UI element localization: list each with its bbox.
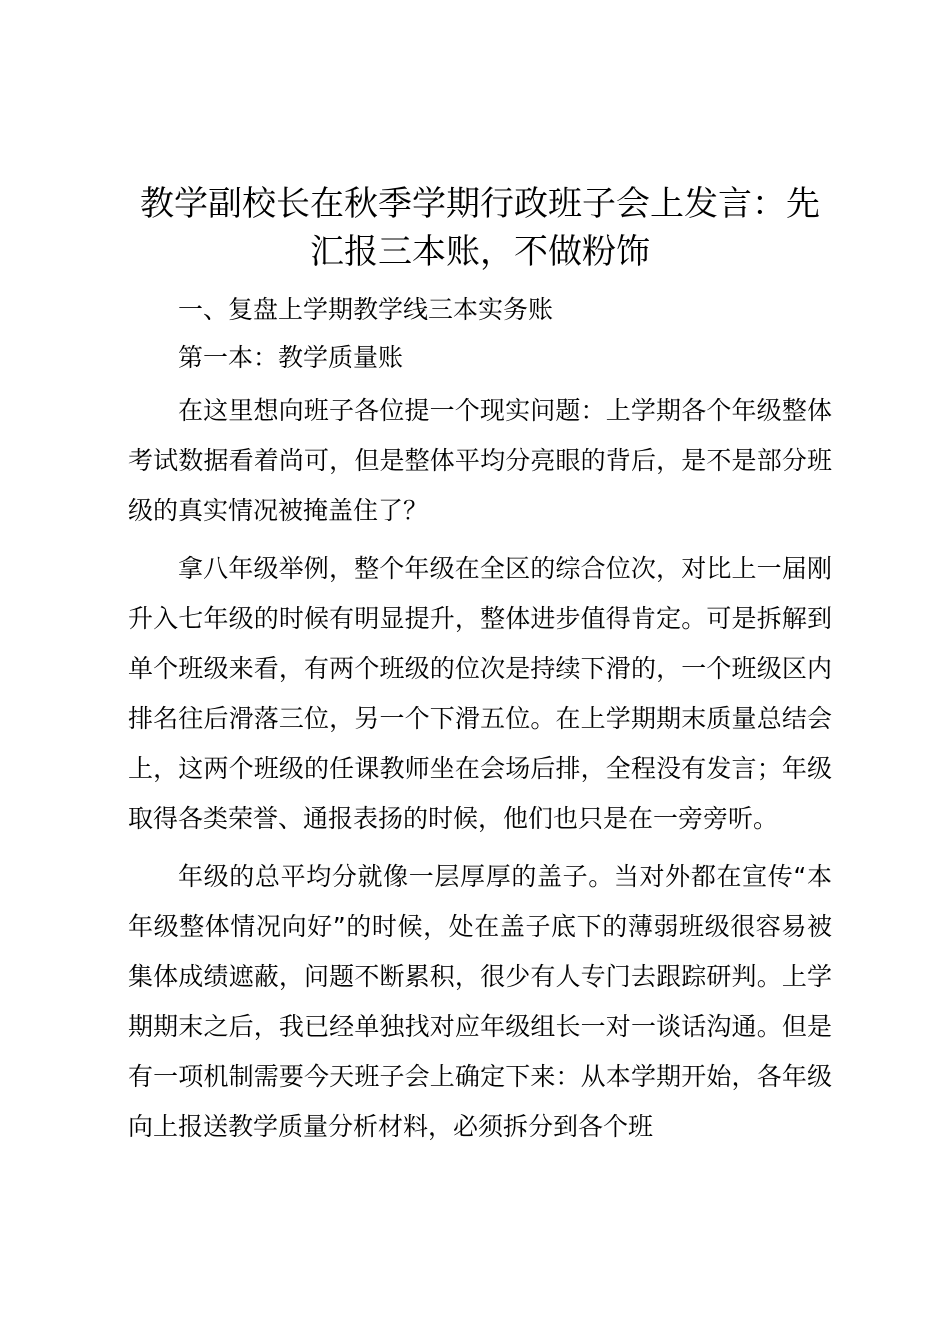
document-title: 教学副校长在秋季学期行政班子会上发言：先汇报三本账，不做粉饰: [140, 184, 820, 272]
paragraph-2: 拿八年级举例，整个年级在全区的综合位次，对比上一届刚升入七年级的时候有明显提升，整体进步值得肯定。可是拆解到单个班级来看，有两个班级的位次是持续下滑的，一个班级区内排名往后滑落三位，另一个下滑五位。在上学期期末质量总结会上，这两个班级的任课教师坐在会场后排，全程没有发言；年级取得各类荣誉、通报表扬的时候，他们也只是在一旁旁听。: [128, 554, 832, 833]
section-heading: 一、复盘上学期教学线三本实务账: [178, 295, 554, 324]
paragraph-3: 年级的总平均分就像一层厚厚的盖子。当对外都在宣传“本年级整体情况向好”的时候，处在盖子底下的薄弱班级很容易被集体成绩遮蔽，问题不断累积，很少有人专门去跟踪研判。上学期期末之后，我已经单独找对应年级组长一对一谈话沟通。但是有一项机制需要今天班子会上确定下来：从本学期开始，各年级向上报送教学质量分析材料，必须拆分到各个班: [128, 862, 832, 1141]
subsection-heading: 第一本：教学质量账: [178, 343, 404, 372]
document-body: [128, 180, 832, 1152]
paragraph-1: 在这里想向班子各位提一个现实问题：上学期各个年级整体考试数据看着尚可，但是整体平均分亮眼的背后，是不是部分班级的真实情况被掩盖住了？: [128, 396, 832, 525]
